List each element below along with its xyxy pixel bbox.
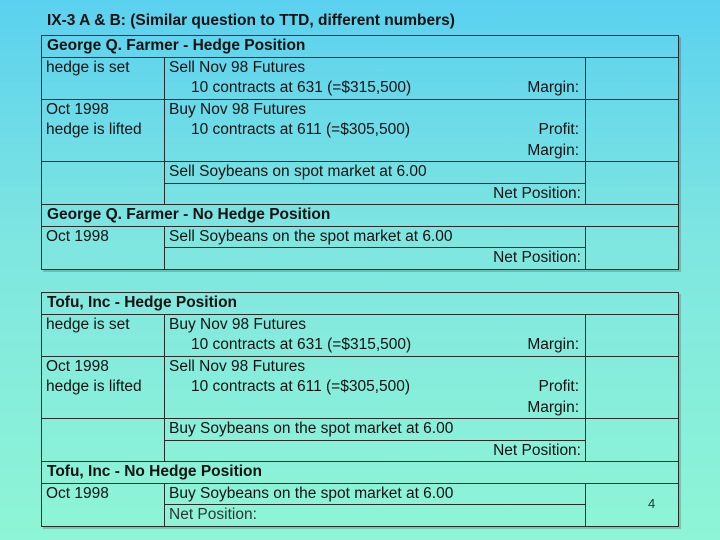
farmer-contracts-631: 10 contracts at 631 (=$315,500) bbox=[191, 79, 412, 96]
farmer-margin-label-1: Margin: bbox=[527, 79, 579, 96]
farmer-nohedge-line: Sell Soybeans on the spot market at 6.00 bbox=[165, 226, 586, 248]
tofu-nohedge-date: Oct 1998 bbox=[42, 483, 165, 505]
tofu-spot-value[interactable] bbox=[586, 419, 679, 441]
farmer-net-position-label: Net Position: bbox=[165, 183, 586, 205]
tofu-lift-detail bbox=[165, 356, 586, 419]
farmer-spot-line: Sell Soybeans on spot market at 6.00 bbox=[165, 162, 586, 184]
farmer-spot-value[interactable] bbox=[586, 162, 679, 184]
tofu-hedge-set-label bbox=[42, 314, 165, 356]
tofu-contracts-611: 10 contracts at 611 (=$305,500) bbox=[191, 378, 411, 395]
tofu-hedge-lifted: hedge is lifted bbox=[46, 378, 142, 395]
farmer-spot-empty bbox=[42, 162, 165, 184]
tofu-lift-label bbox=[42, 356, 165, 419]
farmer-nohedge-net-empty bbox=[42, 248, 165, 270]
tofu-nohedge-header: Tofu, Inc - No Hedge Position bbox=[42, 462, 679, 484]
tofu-nohedge-value[interactable] bbox=[586, 483, 679, 526]
farmer-profit-label: Profit: bbox=[538, 121, 579, 138]
farmer-hedge-set-detail bbox=[165, 57, 586, 99]
tofu-margin-label-2: Margin: bbox=[527, 398, 579, 416]
tofu-spot-empty bbox=[42, 419, 165, 441]
farmer-buy-futures: Buy Nov 98 Futures bbox=[169, 100, 306, 118]
tofu-net-empty bbox=[42, 440, 165, 462]
farmer-oct-1998: Oct 1998 bbox=[46, 100, 109, 118]
farmer-hedge-header: George Q. Farmer - Hedge Position bbox=[42, 36, 679, 58]
farmer-nohedge-net-label: Net Position: bbox=[165, 248, 586, 270]
farmer-contracts-611: 10 contracts at 611 (=$305,500) bbox=[191, 121, 411, 138]
tofu-hedge-set-detail bbox=[165, 314, 586, 356]
tofu-net-position-value[interactable] bbox=[586, 440, 679, 462]
farmer-sell-futures: Sell Nov 98 Futures bbox=[169, 58, 306, 76]
farmer-margin-value-1[interactable] bbox=[586, 57, 679, 99]
farmer-margin-label-2: Margin: bbox=[527, 141, 579, 159]
tofu-nohedge-net-label: Net Position: bbox=[165, 505, 586, 527]
tofu-margin-label-1: Margin: bbox=[527, 336, 579, 353]
tofu-hedge-header: Tofu, Inc - Hedge Position bbox=[42, 293, 679, 315]
farmer-profit-value[interactable] bbox=[586, 99, 679, 162]
farmer-net-position-value[interactable] bbox=[586, 183, 679, 205]
page-number: 4 bbox=[648, 496, 656, 511]
tofu-contracts-631: 10 contracts at 631 (=$315,500) bbox=[191, 336, 412, 353]
tofu-nohedge-line: Buy Soybeans on the spot market at 6.00 bbox=[165, 483, 586, 505]
slide-title: IX-3 A & B: (Similar question to TTD, different numbers) bbox=[47, 12, 455, 29]
farmer-nohedge-net-value[interactable] bbox=[586, 248, 679, 270]
tofu-spot-line: Buy Soybeans on the spot market at 6.00 bbox=[165, 419, 586, 441]
tofu-hedge-set-text: hedge is set bbox=[46, 315, 130, 333]
tofu-sell-futures: Sell Nov 98 Futures bbox=[169, 357, 306, 375]
tofu-profit-label: Profit: bbox=[538, 378, 579, 395]
tofu-profit-value[interactable] bbox=[586, 356, 679, 419]
farmer-hedge-set-label bbox=[42, 57, 165, 99]
farmer-nohedge-spot-value[interactable] bbox=[586, 226, 679, 248]
farmer-table bbox=[41, 35, 679, 270]
tofu-net-position-label: Net Position: bbox=[165, 440, 586, 462]
farmer-nohedge-date: Oct 1998 bbox=[42, 226, 165, 248]
tofu-oct-1998: Oct 1998 bbox=[46, 357, 109, 375]
tofu-margin-value-1[interactable] bbox=[586, 314, 679, 356]
farmer-net-empty bbox=[42, 183, 165, 205]
farmer-nohedge-header: George Q. Farmer - No Hedge Position bbox=[42, 205, 679, 227]
farmer-lift-label bbox=[42, 99, 165, 162]
tofu-buy-futures: Buy Nov 98 Futures bbox=[169, 315, 306, 333]
tofu-table bbox=[41, 292, 679, 527]
farmer-hedge-set-text: hedge is set bbox=[46, 58, 130, 76]
tofu-nohedge-net-empty bbox=[42, 505, 165, 527]
farmer-hedge-lifted: hedge is lifted bbox=[46, 121, 142, 138]
farmer-lift-detail bbox=[165, 99, 586, 162]
